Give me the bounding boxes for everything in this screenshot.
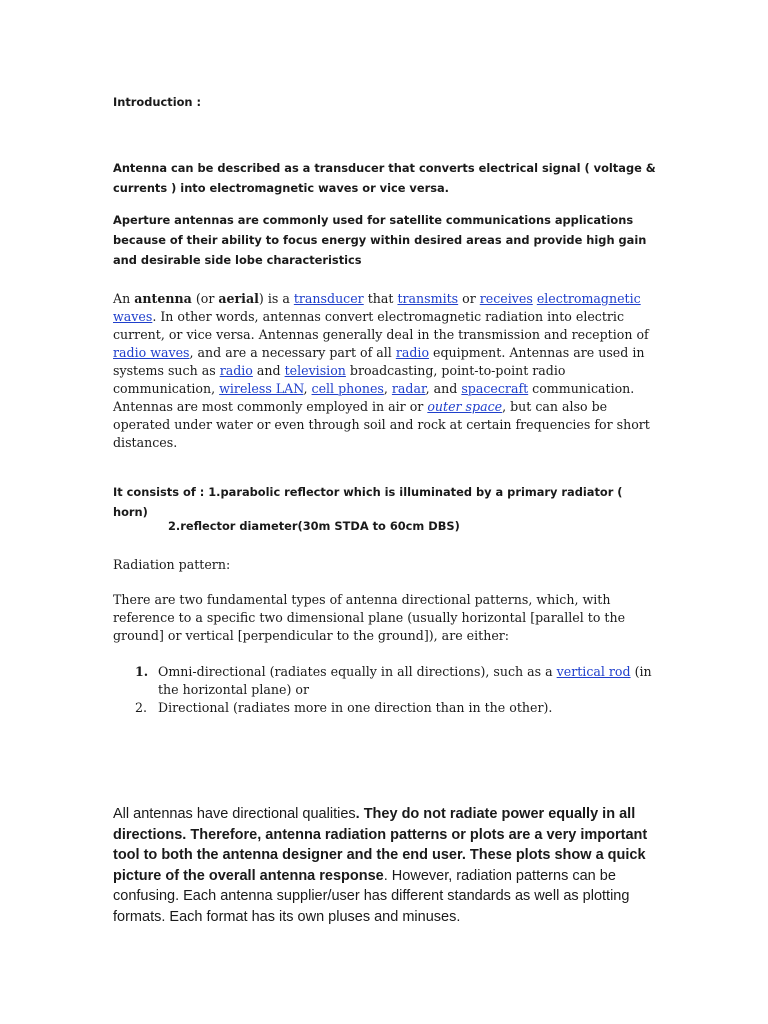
consists-line-2: 2.reflector diameter(30m STDA to 60cm DBS): [168, 519, 460, 533]
consists-line-1: It consists of : 1.parabolic reflector which is illuminated by a primary radiator ( horn): [113, 485, 623, 519]
radiation-heading: Radiation pattern:: [113, 557, 231, 572]
link-receives[interactable]: receives: [479, 291, 533, 306]
antenna-term: antenna: [134, 291, 192, 306]
link-spacecraft[interactable]: spacecraft: [461, 381, 529, 396]
list-item-omni-directional: 1. Omni-directional (radiates equally in all directions), such as a vertical rod (in the horizontal plane) or: [135, 664, 652, 697]
list-number: 2.: [135, 700, 148, 715]
link-transducer[interactable]: transducer: [293, 291, 364, 306]
aperture-paragraph: Aperture antennas are commonly used for satellite communications applications because of their ability to focus energy within desired areas and provide high gain and desirable side lobe characteristics: [113, 213, 647, 267]
link-radar[interactable]: radar: [391, 381, 426, 396]
list-number: 1.: [135, 664, 149, 679]
intro-heading: Introduction :: [113, 95, 202, 109]
link-radio[interactable]: radio: [395, 345, 430, 360]
link-cell-phones[interactable]: cell phones: [311, 381, 384, 396]
list-item-directional: 2. Directional (radiates more in one direction than in the other).: [135, 700, 553, 715]
pattern-type-list: [113, 663, 658, 717]
link-electromagnetic-waves[interactable]: electromagnetic waves: [113, 291, 641, 324]
link-outer-space[interactable]: outer space: [427, 399, 503, 414]
link-vertical-rod[interactable]: vertical rod: [556, 664, 631, 679]
link-radio-waves[interactable]: radio waves: [113, 345, 190, 360]
link-television[interactable]: television: [284, 363, 346, 378]
link-wireless-lan[interactable]: wireless LAN: [219, 381, 304, 396]
link-radio-systems[interactable]: radio: [219, 363, 253, 378]
link-transmits[interactable]: transmits: [397, 291, 459, 306]
aerial-term: aerial: [218, 291, 259, 306]
antenna-definition-paragraph: An antenna (or aerial) is a transducer that transmits or receives electromagnetic waves. In other words, antennas convert electromagnetic radiation into electric current, or vice versa. Antennas generally deal in the transmission and reception of radio waves, and are a necessary part of all radio equipment. Antennas are used in systems such as radio and television broadcasting, point-to-point radio communication, wireless LAN, cell phones, radar, and spacecraft communication. Antennas are most commonly employed in air or outer space, but can also be operated under water or even through soil and rock at certain frequencies for short distances.: [113, 291, 650, 450]
intro-paragraph: Antenna can be described as a transducer that converts electrical signal ( voltage & currents ) into electromagnetic waves or vice versa.: [113, 161, 656, 195]
directional-qualities-paragraph: All antennas have directional qualities. They do not radiate power equally in all directions. Therefore, antenna radiation patterns or plots are a very important tool to both the antenna designer and the end user. These plots show a quick picture of the overall antenna response. However, radiation patterns can be confusing. Each antenna supplier/user has different standards as well as plotting formats. Each format has its own pluses and minuses.: [113, 806, 648, 925]
radiation-paragraph: There are two fundamental types of antenna directional patterns, which, with reference to a specific two dimensional plane (usually horizontal [parallel to the ground] or vertical [perpendicular to the ground]), are either:: [113, 592, 626, 643]
